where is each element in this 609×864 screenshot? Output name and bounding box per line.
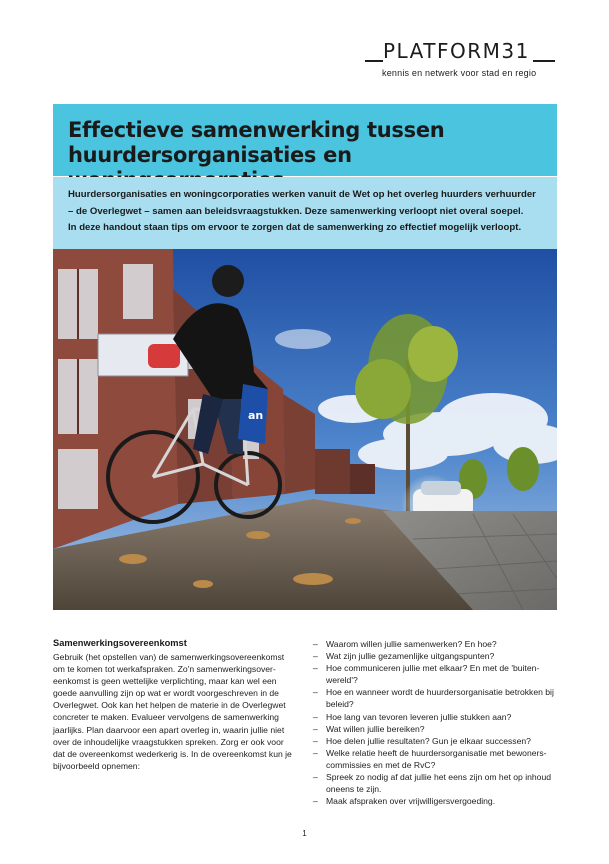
list-item bbox=[313, 795, 563, 807]
platform31-logo bbox=[365, 38, 565, 83]
page-number: 1 bbox=[302, 829, 307, 838]
list-item bbox=[313, 771, 563, 795]
list-dash: – bbox=[313, 687, 318, 698]
logo-line-left bbox=[365, 60, 383, 62]
list-item bbox=[313, 735, 563, 747]
list-dash: – bbox=[313, 663, 318, 674]
list-dash: – bbox=[313, 723, 318, 734]
list-item bbox=[313, 686, 563, 710]
list-dash: – bbox=[313, 735, 318, 746]
list-dash: – bbox=[313, 796, 318, 807]
list-item bbox=[313, 650, 563, 662]
logo-line-right bbox=[533, 60, 555, 62]
list-item-text: Welke relatie heeft de huurdersorganisatie met bewoners- commissies en met de RvC? bbox=[326, 747, 547, 770]
list-item-text: Hoe en wanneer wordt de huurdersorganisatie betrokken bij beleid? bbox=[326, 687, 554, 710]
cyclist-photo-illustration bbox=[53, 249, 557, 610]
list-dash: – bbox=[313, 639, 318, 649]
cyclist-photo bbox=[53, 249, 557, 610]
list-item-text: Hoe delen jullie resultaten? Gun je elkaar successen? bbox=[326, 735, 531, 746]
left-column bbox=[53, 638, 298, 772]
list-dash: – bbox=[313, 651, 318, 662]
bag-text: an bbox=[248, 409, 264, 422]
logo-wordmark: PLATFORM31 bbox=[383, 39, 530, 63]
logo-tagline: kennis en netwerk voor stad en regio bbox=[382, 68, 537, 78]
list-item bbox=[313, 638, 563, 650]
list-item-text: Waarom willen jullie samenwerken? En hoe? bbox=[326, 639, 497, 649]
intro-banner bbox=[53, 177, 557, 249]
list-item bbox=[313, 662, 563, 686]
list-dash: – bbox=[313, 772, 318, 783]
list-dash: – bbox=[313, 747, 318, 758]
list-item-text: Hoe lang van tevoren leveren jullie stukken aan? bbox=[326, 711, 512, 722]
list-dash: – bbox=[313, 711, 318, 722]
section-body: Gebruik (het opstellen van) de samenwerkingsovereenkomst om te komen tot werkafspraken. Zo'n samenwerkingsover- eenkomst is geen wettelijke verplichting, maar kan wel een goede aanvulling zijn op wat er wordt voorgeschreven in de Overlegwet. Ook kan het helpen de materie in de Overlegwet concreter te maken. Evalueer vervolgens de samenwerking jaarlijks. Plan daarvoor een apart overleg in, waarin jullie niet over de inhoudelijke vraagstukken spreken. Zorg er ook voor dat de overeenkomst wederkerig is. In de overeenkomst kun je bijvoorbeeld opnemen: bbox=[53, 652, 292, 771]
tips-list bbox=[313, 638, 563, 807]
title-banner bbox=[53, 104, 557, 176]
list-item bbox=[313, 747, 563, 771]
list-item-text: Maak afspraken over vrijwilligersvergoeding. bbox=[326, 796, 496, 807]
list-item-text: Spreek zo nodig af dat jullie het eens zijn om het op inhoud oneens te zijn. bbox=[326, 772, 552, 795]
list-item-text: Hoe communiceren jullie met elkaar? En met de 'buiten- wereld'? bbox=[326, 663, 540, 686]
list-item-text: Wat willen jullie bereiken? bbox=[326, 723, 425, 734]
list-item bbox=[313, 723, 563, 735]
list-item-text: Wat zijn jullie gezamenlijke uitgangspunten? bbox=[326, 651, 495, 662]
section-title: Samenwerkingsovereenkomst bbox=[53, 638, 187, 648]
document-title: Effectieve samenwerking tussen huurdersorganisaties en bbox=[68, 118, 445, 167]
list-item bbox=[313, 711, 563, 723]
intro-text: Huurdersorganisaties en woningcorporaties werken vanuit de Wet op het overleg huurders verhuurder – de Overlegwet – samen aan beleidsvraagstukken. Deze samenwerking verloopt niet overal soepel. In deze handout staan tips om ervoor te zorgen dat de samenwerking zo effectief mogelijk verloopt. bbox=[68, 189, 536, 233]
